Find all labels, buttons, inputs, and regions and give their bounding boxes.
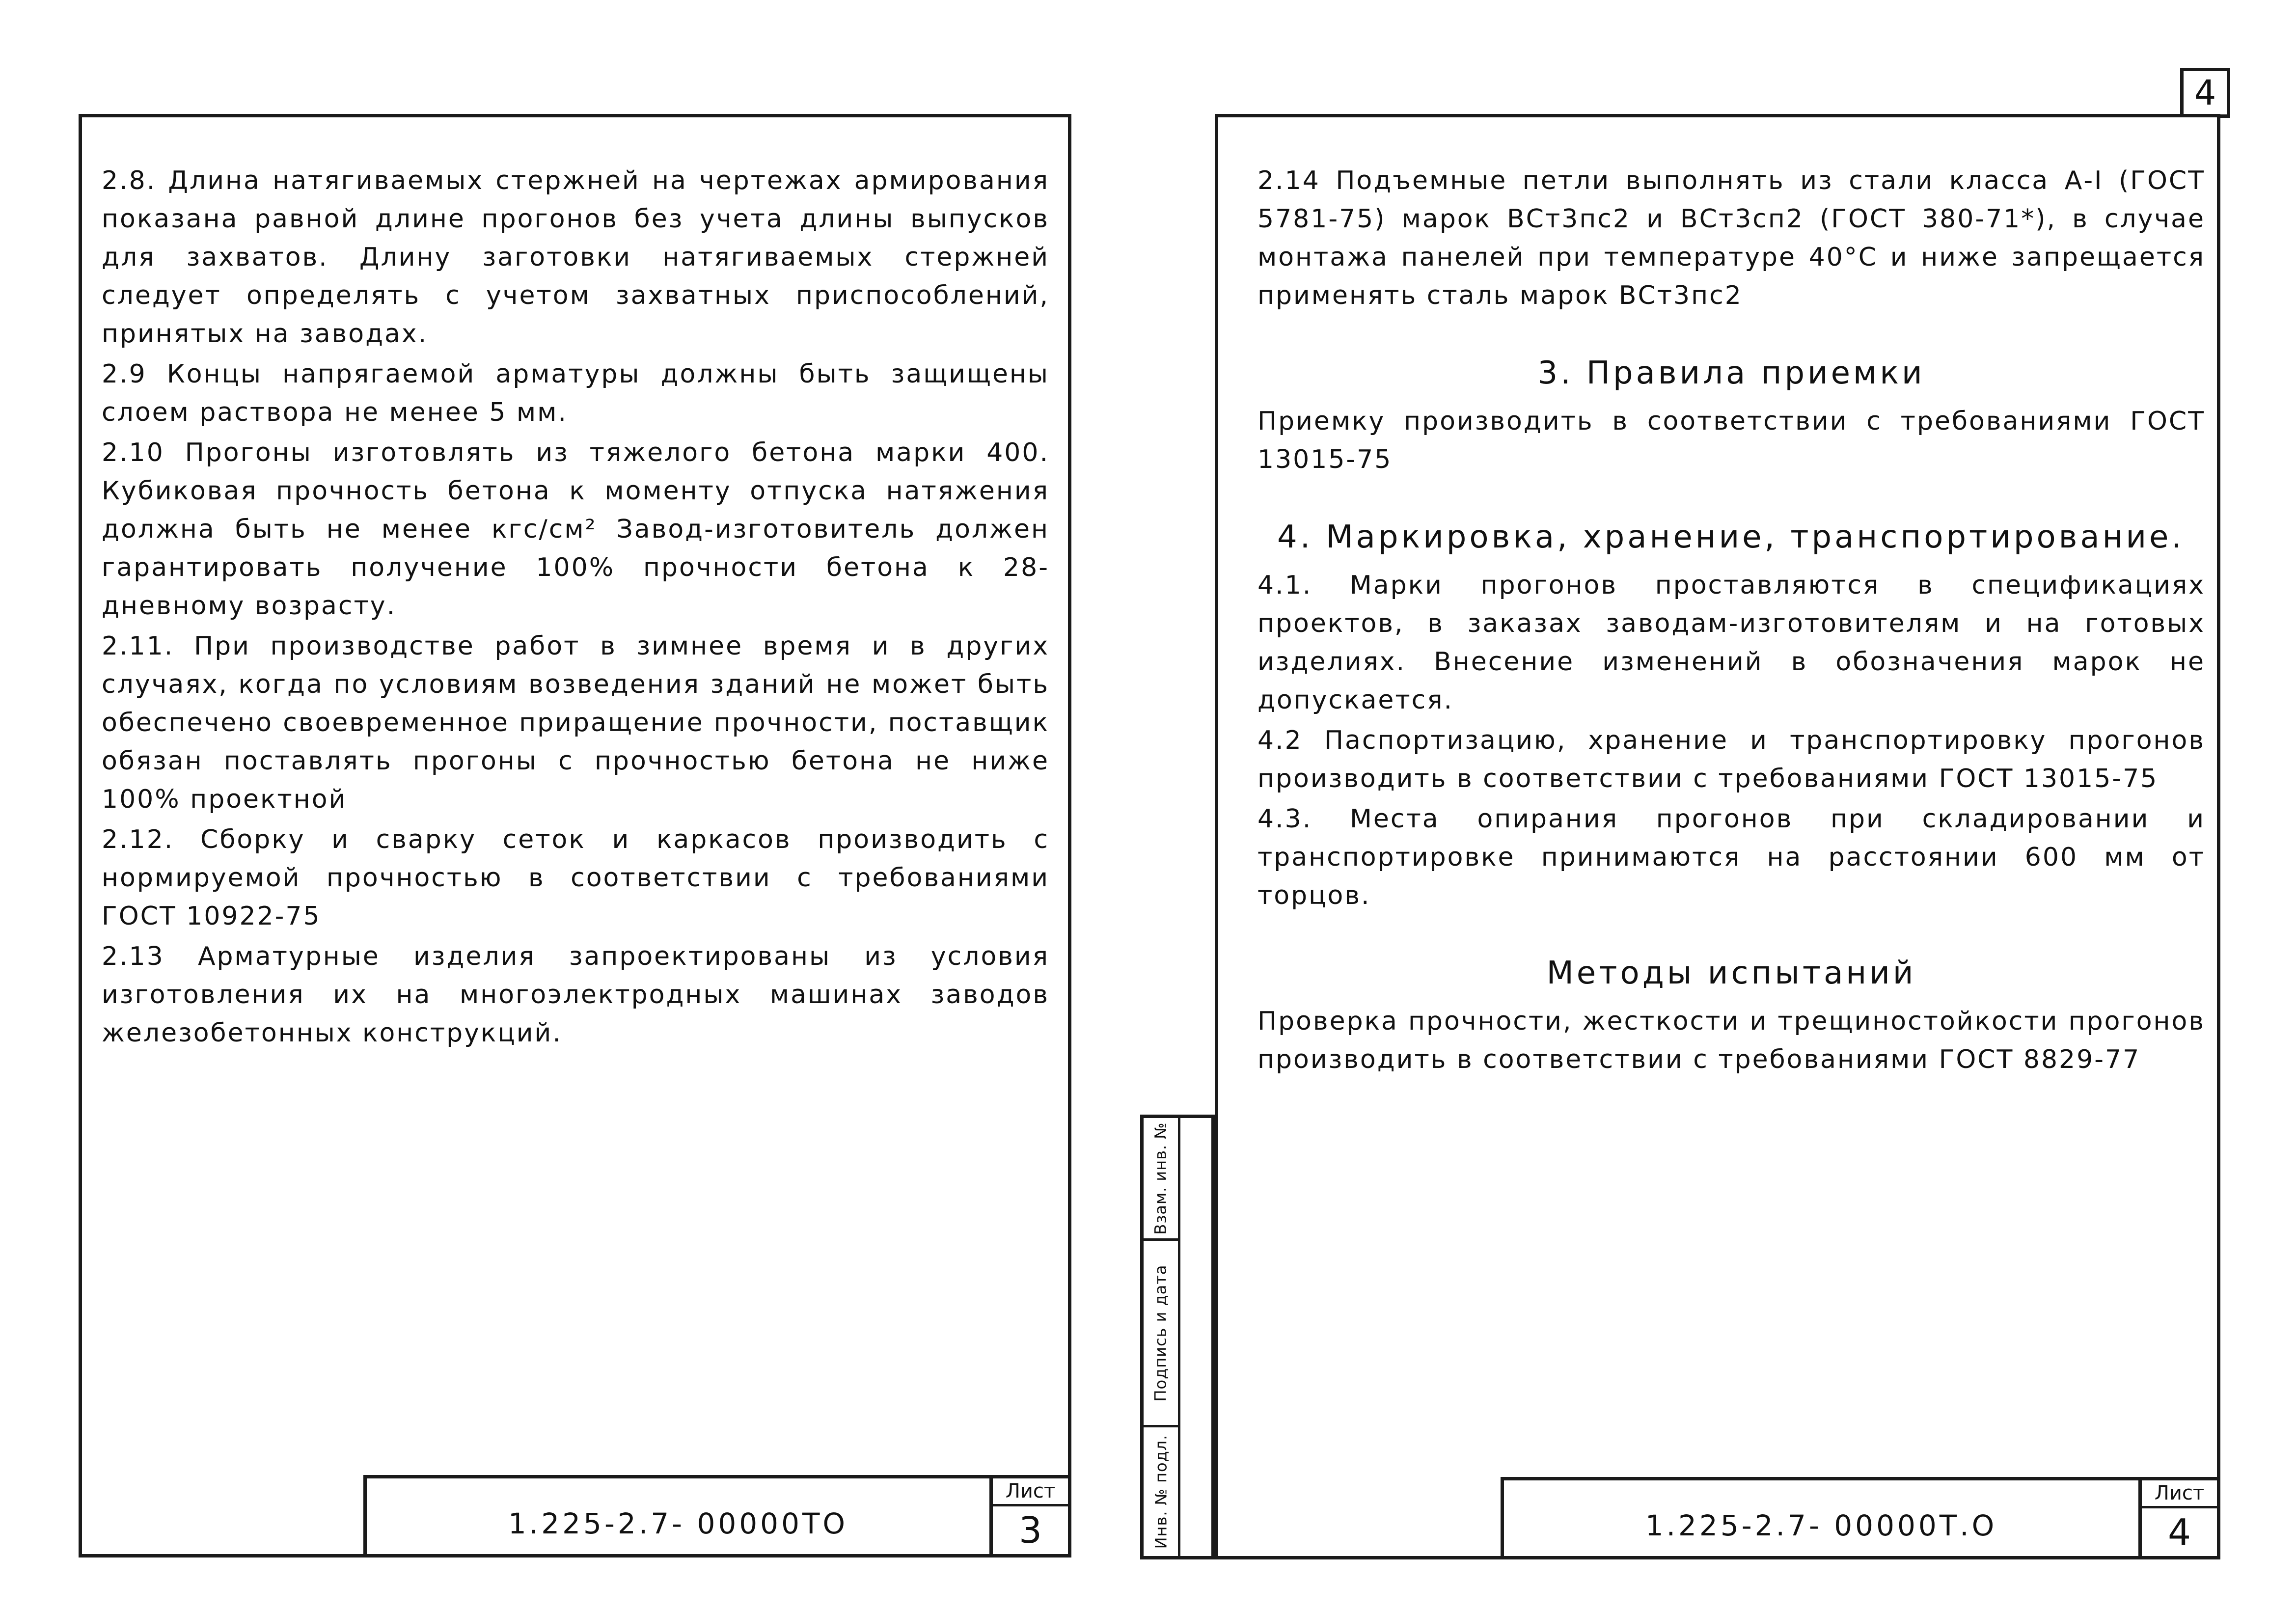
paragraph-2-13: 2.13 Арматурные изделия запроектированы из условия изготовления их на многоэлектродных машинах заводов железобетонных конструкций. xyxy=(102,942,1049,1048)
section-3-text: Приемку производить в соответствии с требованиями ГОСТ 13015-75 xyxy=(1257,407,2205,474)
paragraph-2-10: 2.10 Прогоны изготовлять из тяжелого бетона марки 400. Кубиковая прочность бетона к моменту отпуска натяжения должна быть не менее кгс/см² Завод-изготовитель должен гарантировать получение 100% прочности бетона к 28-дневному возрасту. xyxy=(102,438,1049,621)
paragraph-2-12: 2.12. Сборку и сварку сеток и каркасов производить с нормируемой прочностью в соответствии с требованиями ГОСТ 10922-75 xyxy=(102,825,1049,931)
document-code: 1.225-2.7- 00000Т.О xyxy=(1645,1509,1997,1542)
strip-divider xyxy=(1178,1118,1180,1556)
paragraph-2-9: 2.9 Концы напрягаемой арматуры должны быть защищены слоем раствора не менее 5 мм. xyxy=(102,359,1049,427)
section-3-heading: 3. Правила приемки xyxy=(1537,355,1925,391)
page-number-box: 4 xyxy=(2180,68,2230,118)
section-5-text: Проверка прочности, жесткости и трещиностойкости прогонов производить в соответствии с требованиями ГОСТ 8829-77 xyxy=(1257,1007,2205,1074)
document-code: 1.225-2.7- 00000ТО xyxy=(508,1507,848,1540)
right-sheet-text xyxy=(1257,162,2205,1081)
strip-label-original-inv: Инв. № подл. xyxy=(1151,1434,1171,1549)
sheet-label: Лист xyxy=(2142,1480,2217,1508)
strip-label-replacement-inv: Взам. инв. № xyxy=(1151,1121,1171,1235)
left-sheet-text xyxy=(102,162,1049,1054)
section-4-heading: 4. Маркировка, хранение, транспортирование. xyxy=(1277,519,2185,555)
sheet-cell xyxy=(2138,1480,2217,1556)
paragraph-4-2: 4.2 Паспортизацию, хранение и транспортировку прогонов производить в соответствии с требованиями ГОСТ 13015-75 xyxy=(1257,726,2205,793)
sheet-label: Лист xyxy=(993,1478,1068,1506)
paragraph-4-3: 4.3. Места опирания прогонов при складировании и транспортировке принимаются на расстоянии 600 мм от торцов. xyxy=(1257,804,2205,910)
strip-cell-signature-date xyxy=(1144,1241,1178,1427)
paragraph-2-14: 2.14 Подъемные петли выполнять из стали класса А-I (ГОСТ 5781-75) марок ВСт3пс2 и ВСт3сп2 (ГОСТ 380-71*), в случае монтажа панелей при температуре 40°С и ниже запрещается применять сталь марок ВСт3пс2 xyxy=(1257,166,2205,310)
paragraph-2-8: 2.8. Длина натягиваемых стержней на чертежах армирования показана равной длине прогонов без учета длины выпусков для захватов. Длину заготовки натягиваемых стержней следует определять с учетом захватных приспособлений, принятых на заводах. xyxy=(102,166,1049,349)
sheet-number: 3 xyxy=(1018,1509,1042,1552)
section-5-heading: Методы испытаний xyxy=(1546,955,1916,991)
side-stamp-strip xyxy=(1140,1115,1215,1559)
title-block-left xyxy=(363,1475,1071,1557)
sheet-right xyxy=(1215,114,2220,1559)
sheet-number: 4 xyxy=(2167,1511,2191,1554)
sheet-cell xyxy=(989,1478,1068,1554)
paragraph-4-1: 4.1. Марки прогонов проставляются в спецификациях проектов, в заказах заводам-изготовителям и на готовых изделиях. Внесение изменений в обозначения марок не допускается. xyxy=(1257,571,2205,715)
title-block-right xyxy=(1501,1477,2220,1559)
strip-label-signature-date: Подпись и дата xyxy=(1151,1264,1170,1402)
strip-cell-original-inv xyxy=(1144,1427,1178,1556)
strip-cell-replacement-inv xyxy=(1144,1118,1178,1241)
sheet-left xyxy=(79,114,1071,1557)
paragraph-2-11: 2.11. При производстве работ в зимнее время и в других случаях, когда по условиям возведения зданий не может быть обеспечено своевременное приращение прочности, поставщик обязан поставлять прогоны с прочностью бетона не ниже 100% проектной xyxy=(102,631,1049,814)
